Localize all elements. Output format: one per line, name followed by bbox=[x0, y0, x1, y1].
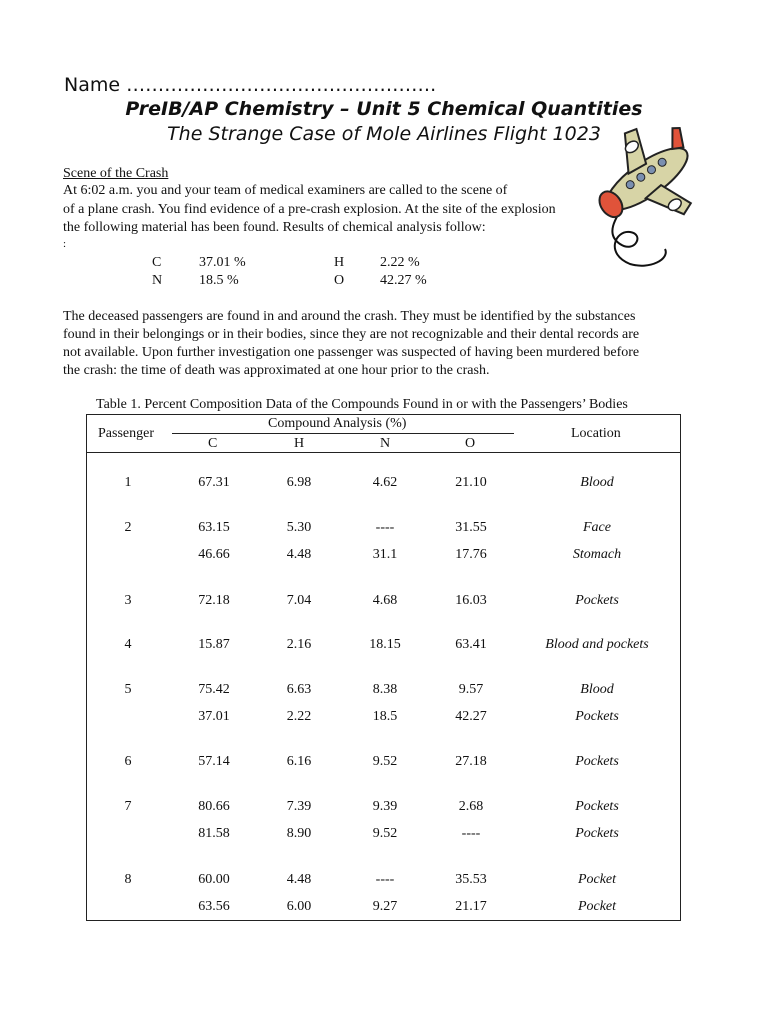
element-value: 37.01 % bbox=[199, 255, 246, 270]
table-cell-passenger: 8 bbox=[124, 872, 132, 887]
header-n: N bbox=[380, 436, 391, 451]
element-value: 42.27 % bbox=[380, 273, 427, 288]
element-value: 18.5 % bbox=[199, 273, 239, 288]
table-cell-c: 15.87 bbox=[198, 637, 230, 652]
table-cell-h: 6.98 bbox=[286, 475, 312, 490]
airplane-icon bbox=[585, 124, 710, 269]
table-cell-n: ---- bbox=[375, 520, 395, 535]
table-cell-o: 27.18 bbox=[455, 754, 487, 769]
table-cell-o: 21.10 bbox=[455, 475, 487, 490]
header-location: Location bbox=[571, 426, 621, 441]
header-passenger: Passenger bbox=[98, 426, 154, 441]
table-cell-c: 63.56 bbox=[198, 899, 230, 914]
table-cell-location: Face bbox=[583, 520, 611, 535]
table-cell-location: Pocket bbox=[577, 872, 617, 887]
table-cell-c: 37.01 bbox=[198, 709, 230, 724]
table-cell-n: 18.5 bbox=[372, 709, 398, 724]
scene-text-line: At 6:02 a.m. you and your team of medical examiners are called to the scene of bbox=[63, 183, 508, 198]
table-cell-o: 63.41 bbox=[455, 637, 487, 652]
scene-text-line: the following material has been found. Results of chemical analysis follow: bbox=[63, 220, 486, 235]
element-symbol: C bbox=[152, 255, 162, 270]
table-cell-o: 21.17 bbox=[455, 899, 487, 914]
paragraph-line: not available. Upon further investigation one passenger was suspected of having been murdered before bbox=[63, 345, 640, 360]
scene-heading: Scene of the Crash bbox=[63, 166, 169, 181]
table-cell-passenger: 1 bbox=[124, 475, 132, 490]
table-cell-h: 5.30 bbox=[286, 520, 312, 535]
table-cell-h: 7.39 bbox=[286, 799, 312, 814]
table-cell-c: 75.42 bbox=[198, 682, 230, 697]
table-cell-passenger: 6 bbox=[124, 754, 132, 769]
header-c: C bbox=[208, 436, 218, 451]
header-h: H bbox=[294, 436, 305, 451]
table-cell-location: Pockets bbox=[575, 709, 619, 724]
table-cell-location: Pockets bbox=[575, 826, 619, 841]
page-subtitle: The Strange Case of Mole Airlines Flight 1023 bbox=[167, 123, 601, 145]
table-cell-h: 2.16 bbox=[286, 637, 312, 652]
element-symbol: N bbox=[152, 273, 163, 288]
table-cell-o: 2.68 bbox=[458, 799, 484, 814]
table-cell-n: 4.68 bbox=[372, 593, 398, 608]
table-cell-h: 4.48 bbox=[286, 872, 312, 887]
paragraph-line: The deceased passengers are found in and around the crash. They must be identified by the substances bbox=[63, 309, 636, 324]
table-cell-o: 9.57 bbox=[458, 682, 484, 697]
table-cell-c: 46.66 bbox=[198, 547, 230, 562]
table-cell-location: Pockets bbox=[575, 593, 619, 608]
table-cell-o: 35.53 bbox=[455, 872, 487, 887]
table-cell-c: 81.58 bbox=[198, 826, 230, 841]
table-cell-n: 18.15 bbox=[369, 637, 401, 652]
table-cell-h: 6.63 bbox=[286, 682, 312, 697]
table-cell-c: 63.15 bbox=[198, 520, 230, 535]
table-cell-passenger: 3 bbox=[124, 593, 132, 608]
table-cell-n: 9.52 bbox=[372, 826, 398, 841]
table-cell-h: 8.90 bbox=[286, 826, 312, 841]
table-cell-c: 67.31 bbox=[198, 475, 230, 490]
table-caption: Table 1. Percent Composition Data of the Compounds Found in or with the Passengers’ Bodies bbox=[96, 397, 628, 412]
header-o: O bbox=[465, 436, 476, 451]
table-cell-n: 9.27 bbox=[372, 899, 398, 914]
table-cell-o: 17.76 bbox=[455, 547, 487, 562]
table-cell-location: Blood bbox=[580, 475, 614, 490]
table-cell-h: 2.22 bbox=[286, 709, 312, 724]
table-cell-n: ---- bbox=[375, 872, 395, 887]
table-cell-n: 9.52 bbox=[372, 754, 398, 769]
table-cell-location: Blood bbox=[580, 682, 614, 697]
scene-text-line: of a plane crash. You find evidence of a pre-crash explosion. At the site of the explosion bbox=[63, 202, 556, 217]
table-cell-h: 7.04 bbox=[286, 593, 312, 608]
table-cell-c: 57.14 bbox=[198, 754, 230, 769]
header-compound-analysis: Compound Analysis (%) bbox=[268, 416, 407, 431]
table-cell-n: 31.1 bbox=[372, 547, 398, 562]
table-cell-passenger: 4 bbox=[124, 637, 132, 652]
table-cell-o: 42.27 bbox=[455, 709, 487, 724]
table-cell-location: Blood and pockets bbox=[545, 637, 649, 652]
header-divider bbox=[87, 452, 680, 453]
page-title: PreIB/AP Chemistry – Unit 5 Chemical Quantities bbox=[125, 98, 643, 120]
element-symbol: H bbox=[334, 255, 345, 270]
table-cell-passenger: 7 bbox=[124, 799, 132, 814]
table-cell-o: 31.55 bbox=[455, 520, 487, 535]
table-cell-o: 16.03 bbox=[455, 593, 487, 608]
table-cell-c: 72.18 bbox=[198, 593, 230, 608]
table-cell-location: Pocket bbox=[577, 899, 617, 914]
table-cell-o: ---- bbox=[461, 826, 481, 841]
table-cell-h: 6.00 bbox=[286, 899, 312, 914]
table-cell-passenger: 2 bbox=[124, 520, 132, 535]
element-symbol: O bbox=[334, 273, 345, 288]
table-cell-n: 4.62 bbox=[372, 475, 398, 490]
table-cell-location: Pockets bbox=[575, 799, 619, 814]
table-cell-h: 6.16 bbox=[286, 754, 312, 769]
paragraph-line: the crash: the time of death was approximated at one hour prior to the crash. bbox=[63, 363, 490, 378]
scene-text-line: : bbox=[63, 238, 67, 250]
table-cell-location: Stomach bbox=[572, 547, 622, 562]
table-cell-h: 4.48 bbox=[286, 547, 312, 562]
table-cell-n: 9.39 bbox=[372, 799, 398, 814]
table-cell-c: 60.00 bbox=[198, 872, 230, 887]
header-divider bbox=[172, 433, 514, 434]
paragraph-line: found in their belongings or in their bodies, since they are not recognizable and their dental records are bbox=[63, 327, 640, 342]
table-cell-location: Pockets bbox=[575, 754, 619, 769]
table-cell-c: 80.66 bbox=[198, 799, 230, 814]
element-value: 2.22 % bbox=[380, 255, 420, 270]
name-line: Name …………………………………………. bbox=[64, 74, 437, 96]
table-cell-n: 8.38 bbox=[372, 682, 398, 697]
table-cell-passenger: 5 bbox=[124, 682, 132, 697]
